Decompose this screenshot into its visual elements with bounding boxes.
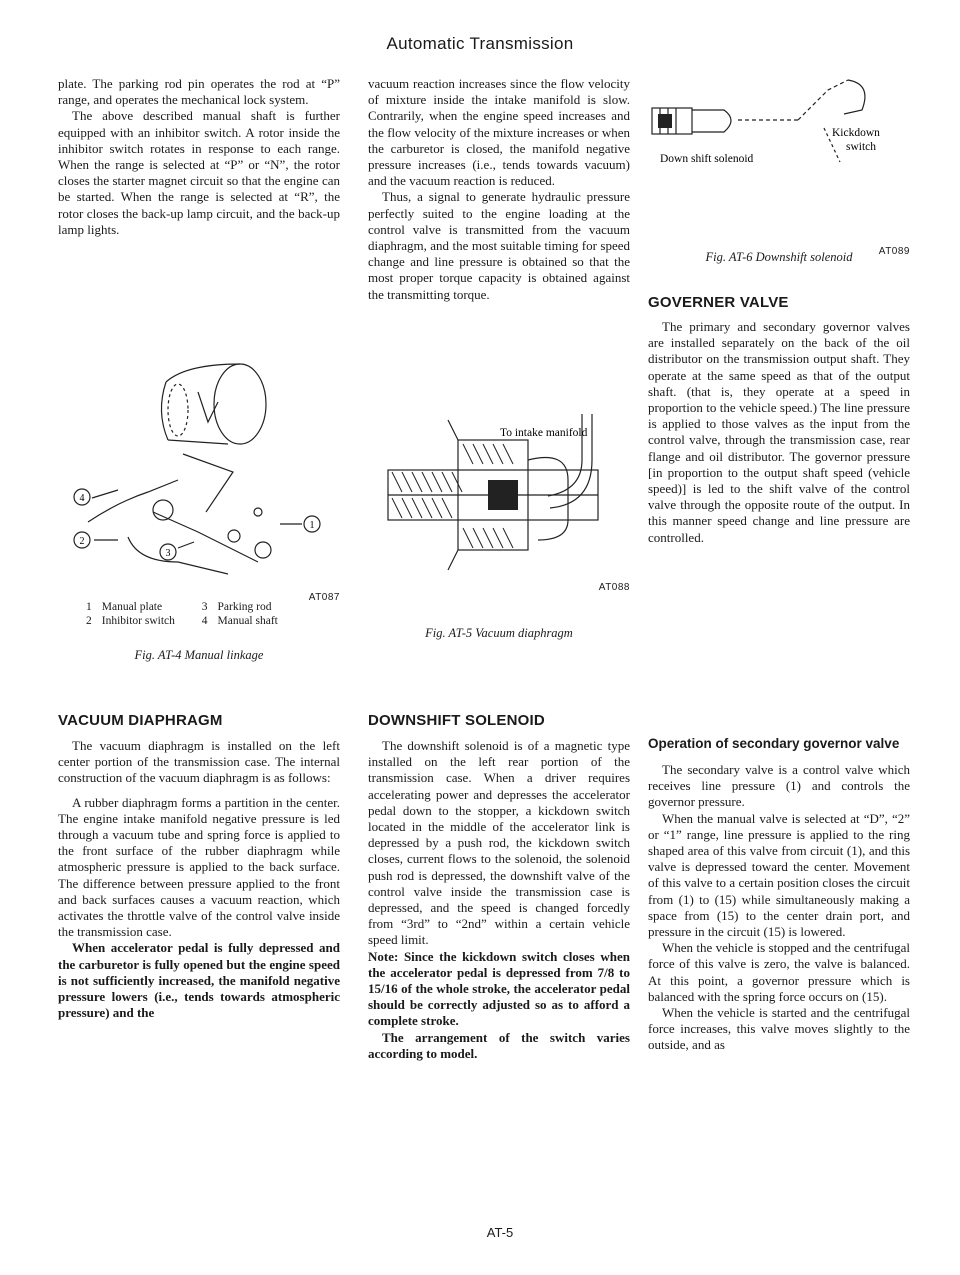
section-heading: DOWNSHIFT SOLENOID	[368, 712, 545, 729]
paragraph: The secondary valve is a control valve which receives line pressure (1) and controls the governor pressure.	[648, 762, 910, 810]
section-vacuum-diaphragm	[58, 712, 340, 1021]
section-governer-valve	[648, 294, 910, 546]
page-header: Automatic Transmission	[386, 34, 574, 53]
legend-num: 3	[201, 601, 208, 613]
figure-caption: Fig. AT-5 Vacuum diaphragm	[425, 626, 573, 640]
downshift-solenoid-illustration	[648, 70, 910, 230]
figure-label-intake: To intake manifold	[500, 427, 588, 439]
note-text: The arrangement of the switch varies according to model.	[368, 1029, 630, 1061]
callout-2: 2	[79, 536, 85, 547]
section-heading: VACUUM DIAPHRAGM	[58, 712, 223, 729]
column-left	[58, 76, 340, 238]
paragraph: The vacuum diaphragm is installed on the left center portion of the transmission case. The internal construction of the vacuum diaphragm is as follows:	[58, 738, 340, 786]
section-secondary-governor	[648, 736, 910, 1054]
callout-3: 3	[165, 548, 171, 559]
figure-code: AT087	[308, 592, 340, 603]
section-downshift-solenoid	[368, 712, 630, 1062]
legend-num: 4	[201, 615, 208, 627]
paragraph: When the vehicle is started and the centrifugal force increases, this valve moves slightly to the outside, and as	[648, 1005, 910, 1053]
legend-text: Inhibitor switch	[101, 615, 175, 627]
legend-text: Parking rod	[217, 601, 272, 613]
paragraph: The downshift solenoid is of a magnetic type installed on the left rear portion of the transmission case. When a driver requires accelerating power and depresses the accelerator pedal down to the stopper, a kickdown switch located in the middle of the accelerator link is depressed by a push rod, the kickdown switch closes, current flows to the solenoid, the solenoid push rod is depressed, the downshift valve of the control valve inside the transmission case is depressed, and the speed is changed forcedly from “3rd” to “2nd” within a certain vehicle speed limit.	[368, 738, 630, 948]
legend-num: 1	[86, 601, 92, 613]
figure-manual-linkage	[58, 362, 340, 612]
note-text: Note: Since the kickdown switch closes when the accelerator pedal is depressed from 7/8 to 15/16 of the whole stroke, the accelerator pedal should be correctly adjusted so as to afford a complete stroke.	[368, 948, 630, 1029]
callout-4: 4	[79, 493, 85, 504]
figure-label-switch: switch	[846, 141, 877, 153]
paragraph: When the manual valve is selected at “D”, “2” or “1” range, line pressure is applied to the ring shaped area of this valve from circuit (1), and this valve is depressed toward the center. Movement of this valve to a certain position closes the circuit from (1) to (15) while simultaneously making a space from (15) to the center drain port, and pressure in the circuit (15) is lowered.	[648, 810, 910, 940]
subsection-heading: Operation of secondary governor valve	[648, 736, 900, 751]
paragraph: When the vehicle is stopped and the centrifugal force of this valve is zero, the valve is balanced. At this point, a governor pressure which is balanced with the spring force occurs on (15).	[648, 940, 910, 1004]
paragraph: When accelerator pedal is fully depressed and the carburetor is fully opened but the engine speed is not sufficiently increased, the manifold negative pressure lowers (i.e., tends towards atmospheric pressure) and the	[58, 940, 340, 1021]
legend-text: Manual shaft	[217, 615, 278, 627]
paragraph: The above described manual shaft is further equipped with an inhibitor switch. A rotor inside the inhibitor switch rotates in response to each range. When the range is selected at “P” or “N”, the rotor closes the starter magnet circuit so that the engine can be started. When the range is selected at “R”, the rotor closes the back-up lamp circuit, and the back-up lamp lights.	[58, 108, 340, 237]
figure-legend	[86, 600, 336, 628]
figure-code: AT088	[598, 582, 630, 593]
vacuum-diaphragm-illustration	[368, 400, 630, 600]
figure-vacuum-diaphragm	[368, 400, 630, 610]
legend-text: Manual plate	[101, 601, 163, 613]
figure-code: AT089	[878, 246, 910, 257]
paragraph: vacuum reaction increases since the flow velocity of mixture inside the intake manifold is slow. Contrarily, when the engine speed increases and the flow velocity of the mixture increases or when the carburetor is closed, the manifold negative pressure increases (i.e., tends towards vacuum) and the vacuum reaction is reduced.	[368, 76, 630, 189]
paragraph: The primary and secondary governor valves are installed separately on the back of the oil distributor on the transmission output shaft. They operate at the same speed as that of the output shaft. (that is, they operate at a speed in proportion to the vehicle speed.) The line pressure is applied to those valves as the input from the control valve, through the transmission case, rear flange and oil distributor. The governor pressure [in proportion to the output shaft speed (vehicle speed)] is led to the shift valve of the control valve through the opposite route of the output. In this manner speed change and line pressure are controlled.	[648, 319, 910, 545]
figure-downshift-solenoid	[648, 70, 910, 266]
callout-1: 1	[309, 520, 315, 531]
section-heading: GOVERNER VALVE	[648, 294, 789, 311]
manual-linkage-illustration	[58, 362, 340, 602]
paragraph: plate. The parking rod pin operates the rod at “P” range, and operates the mechanical lock system.	[58, 76, 340, 108]
note	[368, 949, 630, 1062]
column-middle	[368, 76, 630, 303]
legend-num: 2	[86, 615, 92, 627]
page-number: AT-5	[486, 1225, 514, 1240]
figure-label-solenoid: Down shift solenoid	[660, 153, 754, 165]
figure-label-kickdown: Kickdown	[832, 127, 880, 139]
figure-caption: Fig. AT-4 Manual linkage	[134, 648, 264, 662]
paragraph: Thus, a signal to generate hydraulic pressure perfectly suited to the engine loading at the control valve is transmitted from the vacuum diaphragm, and the most suitable timing for speed change and line pressure is obtained so that the most proper torque capacity is obtained against the transmitting torque.	[368, 189, 630, 302]
figure-caption: Fig. AT-6 Downshift solenoid	[705, 250, 853, 264]
paragraph: A rubber diaphragm forms a partition in the center. The engine intake manifold negative pressure is led through a vacuum tube and spring force is applied to the front surface of the rubber diaphragm while atmospheric pressure is applied to the back surface. The difference between pressure applied to the front and back surfaces causes a vacuum reaction, which activates the throttle valve of the control valve inside the transmission case.	[58, 794, 340, 940]
